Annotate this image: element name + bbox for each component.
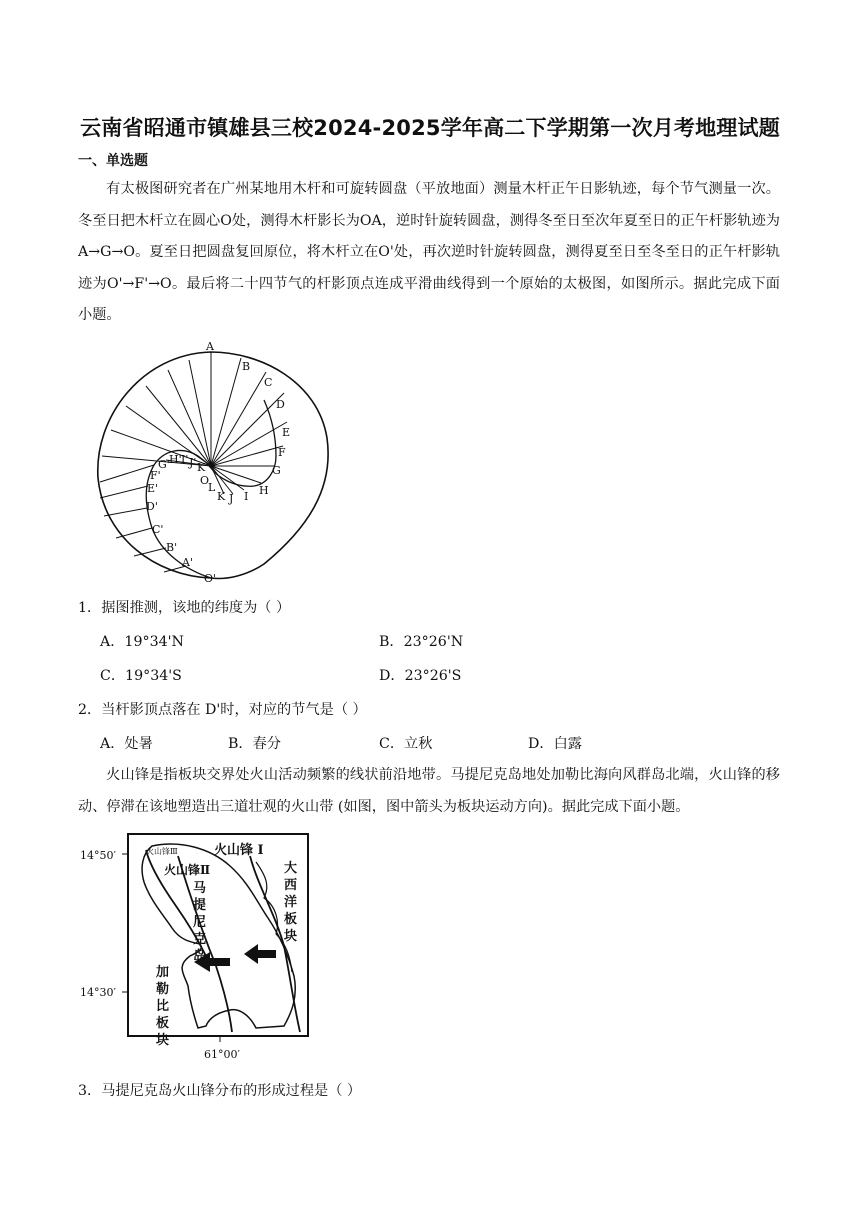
label-I-prime: I' <box>181 453 189 466</box>
section-heading: 一、单选题 <box>78 153 148 169</box>
label-C: C <box>264 376 273 389</box>
label-K-inner: K <box>197 461 206 474</box>
svg-text:岛: 岛 <box>193 949 207 964</box>
taiji-shadow-figure <box>86 338 346 588</box>
lat-label-top: 14°50′ <box>80 849 116 862</box>
island-label <box>193 880 206 964</box>
intro-text-2: 火山锋是指板块交界处火山活动频繁的线状前沿地带。马提尼克岛地处加勒比海向风群岛北端，火山锋的移动、停滞在该地塑造出三道壮观的火山带 (如图，图中箭头为板块运动方向)。据此完成下面小题。 <box>78 767 780 815</box>
front-1-label: 火山锋 I <box>214 843 264 858</box>
intro-paragraph-1 <box>78 174 780 332</box>
q2-option-a: A．处暑 <box>100 736 153 752</box>
label-E-prime: E' <box>147 482 159 495</box>
svg-text:马: 马 <box>193 881 207 896</box>
label-F: F <box>278 446 286 459</box>
label-B-prime: B' <box>166 541 178 554</box>
document-title: 云南省昭通市镇雄县三校2024-2025学年高二下学期第一次月考地理试题 <box>80 116 780 140</box>
label-C-prime: C' <box>152 523 164 536</box>
plate-arrow-east <box>244 944 276 964</box>
q1-option-d: D．23°26'S <box>379 668 462 684</box>
lat-label-bottom: 14°30′ <box>80 986 116 999</box>
front-3-label: 火山锋Ⅲ <box>146 847 178 856</box>
label-A: A <box>206 340 214 353</box>
q1-option-c: C．19°34'S <box>100 668 182 684</box>
svg-text:勒: 勒 <box>156 982 170 997</box>
label-D: D <box>276 398 285 411</box>
label-H-prime: H' <box>169 453 182 466</box>
q2-option-b: B．春分 <box>228 736 281 752</box>
svg-text:西: 西 <box>284 878 298 893</box>
svg-text:加: 加 <box>156 965 170 980</box>
q2-option-c: C．立秋 <box>379 736 433 752</box>
front-2-label: 火山锋Ⅱ <box>164 863 211 877</box>
label-E: E <box>282 426 291 439</box>
center-point-O <box>209 464 213 468</box>
question-1-stem: 1．据图推测，该地的纬度为（ ） <box>78 600 291 616</box>
label-J-prime: J' <box>189 456 197 469</box>
q2-option-d: D．白露 <box>528 736 582 752</box>
label-L: L <box>208 481 216 494</box>
label-A-prime: A' <box>182 556 193 569</box>
label-B: B <box>242 360 251 373</box>
label-D-prime: D' <box>146 500 158 513</box>
svg-text:板: 板 <box>284 912 298 927</box>
svg-text:块: 块 <box>156 1033 170 1048</box>
label-H: H <box>259 484 269 497</box>
atlantic-plate-label <box>284 860 297 944</box>
question-2-stem: 2．当杆影顶点落在 D'时，对应的节气是（ ） <box>78 702 367 718</box>
q1-option-b: B．23°26'N <box>379 634 464 650</box>
svg-text:提: 提 <box>193 898 207 913</box>
svg-text:克: 克 <box>193 932 207 947</box>
svg-text:尼: 尼 <box>193 915 207 930</box>
svg-text:比: 比 <box>156 999 170 1014</box>
label-I: I <box>244 490 249 503</box>
label-K: K <box>217 490 226 503</box>
svg-text:块: 块 <box>284 929 298 944</box>
svg-text:洋: 洋 <box>284 895 298 910</box>
svg-text:大: 大 <box>284 861 298 876</box>
martinique-map-figure <box>80 826 320 1066</box>
caribbean-plate-label <box>156 964 169 1048</box>
label-F-prime: F' <box>150 469 161 482</box>
label-O: O <box>200 474 210 487</box>
question-3-stem: 3．马提尼克岛火山锋分布的形成过程是（ ） <box>78 1083 362 1099</box>
intro-text-1: 有太极图研究者在广州某地用木杆和可旋转圆盘（平放地面）测量木杆正午日影轨迹，每个节气测量一次。冬至日把木杆立在圆心O处，测得木杆影长为OA，逆时针旋转圆盘，测得冬至日至次年夏至日的正午杆影轨迹为A→G→O。夏至日把圆盘复回原位，将木杆立在O'处，再次逆时针旋转圆盘，测得夏至日至冬至日的正午杆影轨迹为O'→F'→O。最后将二十四节气的杆影顶点连成平滑曲线得到一个原始的太极图，如图所示。据此完成下面小题。 <box>78 181 780 323</box>
label-G-prime: G' <box>158 458 170 471</box>
lon-label: 61°00′ <box>204 1048 240 1061</box>
label-O-prime: O' <box>204 572 217 585</box>
q1-option-a: A．19°34'N <box>100 634 184 650</box>
label-G: G <box>272 464 281 477</box>
svg-text:板: 板 <box>156 1016 170 1031</box>
label-J: J <box>229 492 234 505</box>
intro-paragraph-2 <box>78 760 780 823</box>
